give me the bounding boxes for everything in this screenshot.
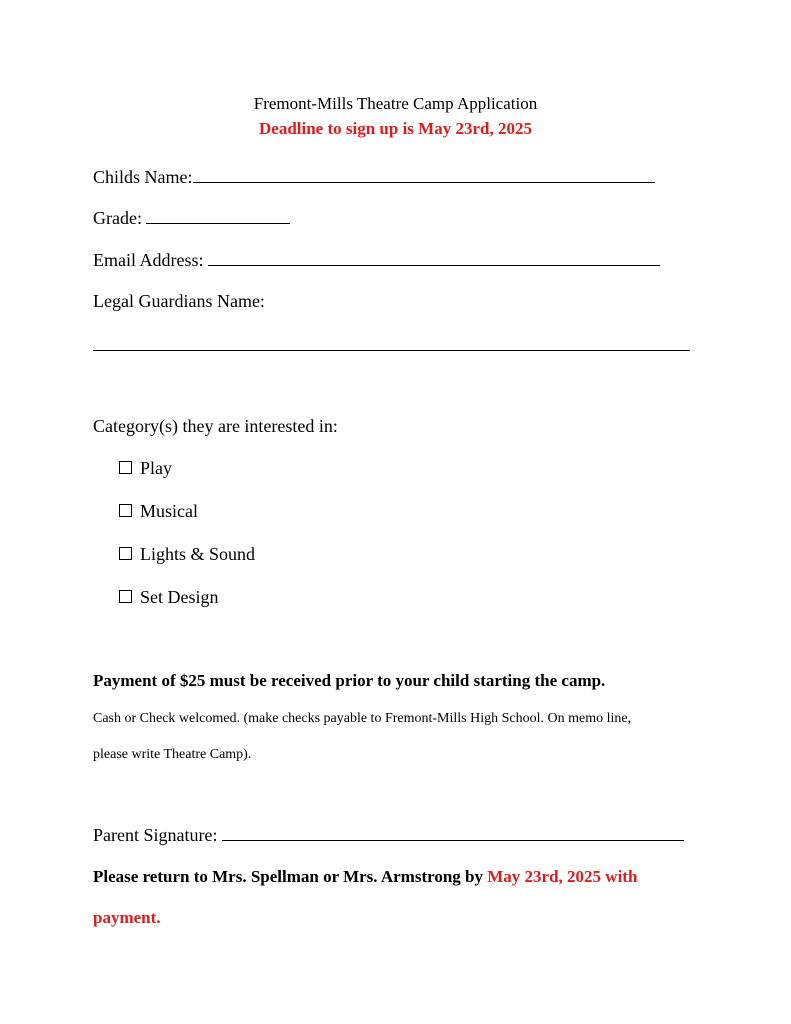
child-name-label: Childs Name: — [93, 167, 193, 187]
payment-instructions-2: please write Theatre Camp). — [93, 747, 252, 762]
grade-field[interactable] — [93, 209, 290, 227]
return-deadline: May 23rd, 2025 with — [487, 867, 638, 886]
child-name-field[interactable] — [93, 168, 655, 186]
payment-instructions-1: Cash or Check welcomed. (make checks payable to Fremont-Mills High School. On memo line, — [93, 711, 632, 726]
category-label: Set Design — [140, 587, 219, 607]
category-label: Lights & Sound — [140, 544, 256, 564]
category-label: Musical — [140, 501, 198, 521]
category-set-design[interactable] — [119, 588, 219, 606]
grade-line[interactable] — [146, 209, 290, 224]
signature-label: Parent Signature: — [93, 825, 218, 845]
return-deadline-continued: payment. — [93, 908, 161, 927]
page-title: Fremont-Mills Theatre Camp Application — [253, 94, 538, 113]
email-field[interactable] — [93, 251, 660, 269]
signature-line[interactable] — [222, 826, 684, 841]
category-label: Play — [140, 458, 173, 478]
guardian-label: Legal Guardians Name: — [93, 291, 265, 311]
payment-heading: Payment of $25 must be received prior to your child starting the camp. — [93, 671, 606, 690]
checkbox-icon[interactable] — [119, 590, 132, 603]
grade-label: Grade: — [93, 208, 142, 228]
checkbox-icon[interactable] — [119, 461, 132, 474]
category-lights-sound[interactable] — [119, 545, 255, 563]
checkbox-icon[interactable] — [119, 547, 132, 560]
category-play[interactable] — [119, 459, 172, 477]
guardian-line[interactable] — [93, 350, 690, 351]
checkbox-icon[interactable] — [119, 504, 132, 517]
categories-label: Category(s) they are interested in: — [93, 416, 338, 436]
category-musical[interactable] — [119, 502, 198, 520]
signature-field[interactable] — [93, 826, 684, 844]
return-instructions — [93, 868, 637, 885]
return-text: Please return to Mrs. Spellman or Mrs. Armstrong by — [93, 867, 488, 886]
child-name-line[interactable] — [193, 168, 655, 183]
email-line[interactable] — [208, 251, 660, 266]
deadline-notice: Deadline to sign up is May 23rd, 2025 — [259, 119, 532, 138]
email-label: Email Address: — [93, 250, 204, 270]
